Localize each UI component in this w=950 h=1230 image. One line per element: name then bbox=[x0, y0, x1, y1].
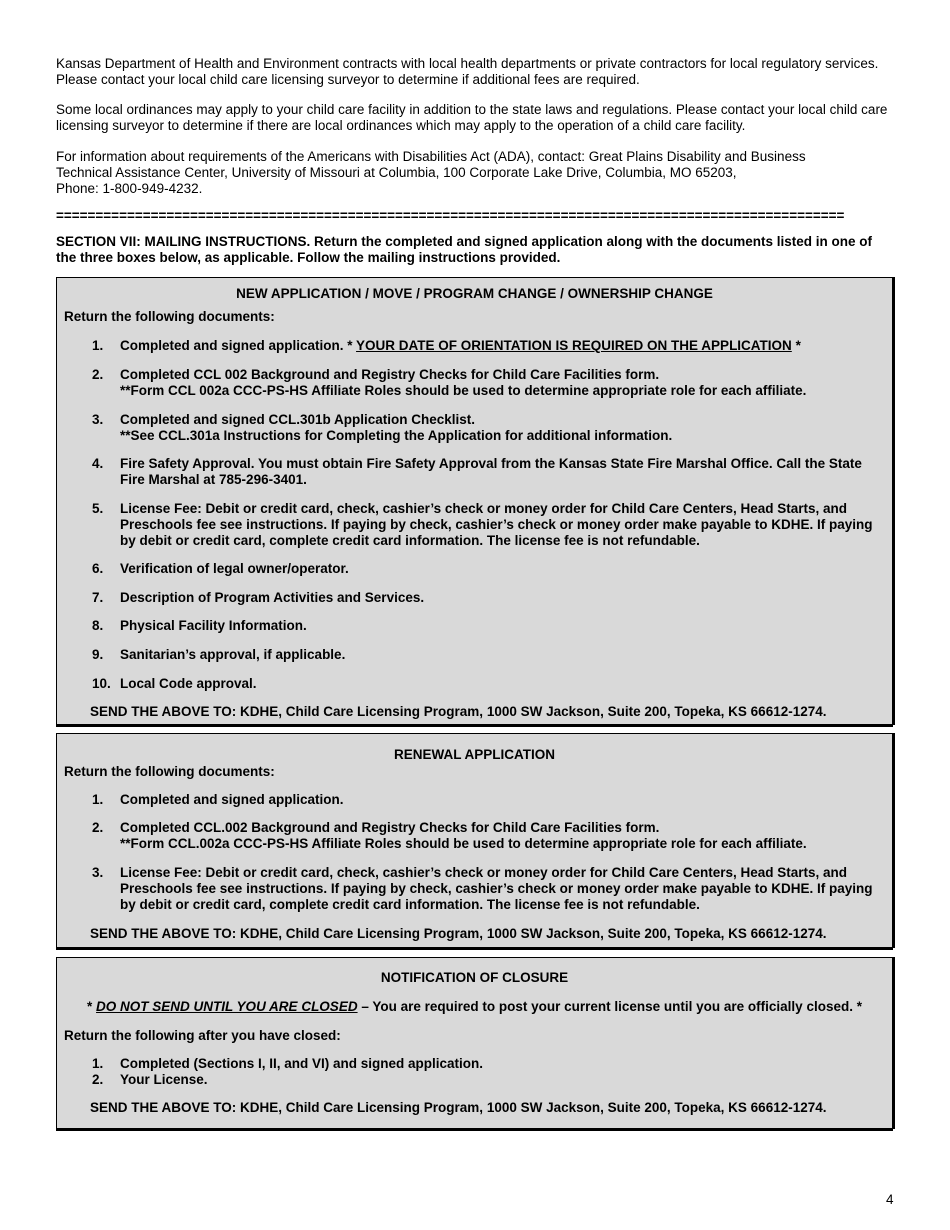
renewal-title: RENEWAL APPLICATION bbox=[393, 747, 555, 762]
intro-paragraph-local-ordinances: Some local ordinances may apply to your child care facility in addition to the state laws and regulations. Please contact your local child care licensing surveyor to determine if there are local ordinances which may apply to the operation of a child care facility. bbox=[56, 102, 888, 133]
closure-intro: Return the following after you have closed: bbox=[64, 1028, 341, 1043]
section-heading: SECTION VII: MAILING INSTRUCTIONS. Return the completed and signed application along with the documents listed in one of the three boxes below, as applicable. Follow the mailing instructions provided. bbox=[56, 234, 873, 265]
intro-paragraph-ada bbox=[56, 149, 896, 197]
renewal-intro: Return the following documents: bbox=[64, 764, 275, 779]
separator-rule: ==================================================================================================== bbox=[56, 208, 845, 223]
closure-title: NOTIFICATION OF CLOSURE bbox=[380, 970, 569, 985]
intro-paragraph-local-fees: Kansas Department of Health and Environment contracts with local health departments or private contractors for local regulatory services. Please contact your local child care licensing surveyor to determine if additional fees are required. bbox=[56, 56, 879, 87]
closure-box: NOTIFICATION OF CLOSURE * DO NOT SEND UNTIL YOU ARE CLOSED – You are required to post your current license until you are officially closed. * Return the following after you have closed: 1. Completed (Sections I, II, and VI) and signed application. 2. Your License. SEND THE ABOVE TO: KDHE, Child Care Licensing Program, 1000 SW Jackson, Suite 200, Topeka, KS 66612-1274. bbox=[56, 957, 893, 1129]
ada-line-3: Phone: 1-800-949-4232. bbox=[56, 181, 203, 196]
new-application-box: NEW APPLICATION / MOVE / PROGRAM CHANGE / OWNERSHIP CHANGE Return the following documents: 1. Completed and signed application. * YOUR DATE OF ORIENTATION IS REQUIRED ON THE APPLICATION * 2. Completed CCL 002 Background and Registry Checks for Child Care Facilities form. **Form CCL 002a CCC-PS-HS Affiliate Roles should be used to determine appropriate role for each affiliate. 3. Completed and signed CCL.301b Application Checklist. **See CCL.301a Instructions for Completing the Application for additional information. 4. Fire Safety Approval. You must obtain Fire Safety Approval from the Kansas State Fire Marshal Office. Call the State Fire Marshal at 785-296-3401. 5. License Fee: Debit or credit card, check, cashier’s check or money order for Child Care Centers, Head Starts, and Preschools fee see instructions. If paying by check, cashier’s check or money order make payable to KDHE. If paying by debit or credit card, complete credit card information. The license fee is not refundable. 6. Verification of legal owner/operator. 7. Description of Program Activities and Services. 8. Physical Facility Information. 9. Sanitarian’s approval, if applicable. 10. Local Code approval. SEND THE ABOVE TO: KDHE, Child Care Licensing Program, 1000 SW Jackson, Suite 200, Topeka, KS 66612-1274. bbox=[56, 277, 893, 725]
page-number: 4 bbox=[886, 1192, 894, 1207]
send-to-address: SEND THE ABOVE TO: KDHE, Child Care Licensing Program, 1000 SW Jackson, Suite 200, Topeka, KS 66612-1274. bbox=[90, 1100, 827, 1115]
new-application-title: NEW APPLICATION / MOVE / PROGRAM CHANGE / OWNERSHIP CHANGE bbox=[236, 286, 713, 301]
send-to-address: SEND THE ABOVE TO: KDHE, Child Care Licensing Program, 1000 SW Jackson, Suite 200, Topeka, KS 66612-1274. bbox=[90, 704, 827, 719]
ada-line-1: For information about requirements of the Americans with Disabilities Act (ADA), contact: Great Plains Disability and Business bbox=[56, 149, 806, 164]
send-to-address: SEND THE ABOVE TO: KDHE, Child Care Licensing Program, 1000 SW Jackson, Suite 200, Topeka, KS 66612-1274. bbox=[90, 926, 827, 941]
renewal-application-box: RENEWAL APPLICATION Return the following documents: 1. Completed and signed application. 2. Completed CCL.002 Background and Registry Checks for Child Care Facilities form. **Form CCL.002a CCC-PS-HS Affiliate Roles should be used to determine appropriate role for each affiliate. 3. License Fee: Debit or credit card, check, cashier’s check or money order for Child Care Centers, Head Starts, and Preschools fee see instructions. If paying by check, cashier’s check or money order make payable to KDHE. If paying by debit or credit card, complete credit card information. The license fee is not refundable. SEND THE ABOVE TO: KDHE, Child Care Licensing Program, 1000 SW Jackson, Suite 200, Topeka, KS 66612-1274. bbox=[56, 733, 893, 948]
ada-line-2: Technical Assistance Center, University of Missouri at Columbia, 100 Corporate Lake Drive, Columbia, MO 65203, bbox=[56, 165, 737, 180]
new-application-intro: Return the following documents: bbox=[64, 309, 275, 324]
orientation-required-note: YOUR DATE OF ORIENTATION IS REQUIRED ON THE APPLICATION bbox=[356, 338, 792, 353]
closure-warning: * DO NOT SEND UNTIL YOU ARE CLOSED – You are required to post your current license until you are officially closed. * bbox=[87, 999, 862, 1014]
